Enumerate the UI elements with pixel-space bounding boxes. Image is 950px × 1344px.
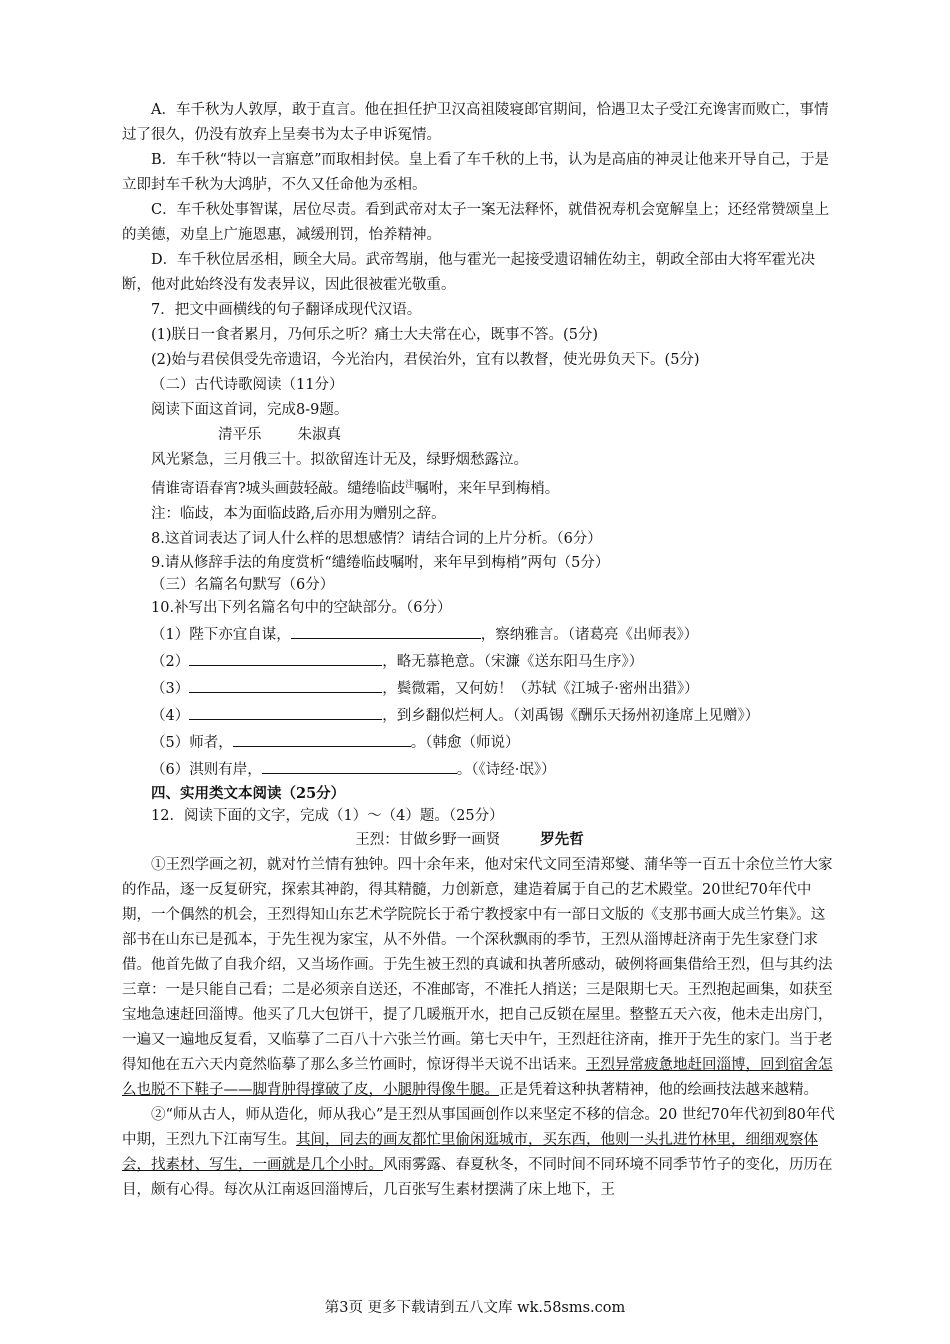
recitation-item-4 [122,702,837,729]
recitation-6-prefix: （6）淇则有岸， [151,761,262,778]
poem-line-2-part-a: 倩谁寄语春宵?城头画鼓轻敲。缱绻临歧 [151,480,406,497]
answer-blank-6[interactable] [262,756,457,774]
poem-title: 清平乐 [218,427,262,443]
paragraph-2-text: ②“师从古人，师从造化，师从我心”是王烈从事国画创作以来坚定不移的信念。20 世纪70年代初到80年代中期，王烈九下江南写生。 [122,1106,835,1148]
recitation-2-suffix: ，略无慕艳意。（宋濂《送东阳马生序》） [382,653,644,670]
recitation-4-prefix: （4） [151,707,190,724]
question-7: 7．把文中画横线的句子翻译成现代汉语。 [151,302,422,318]
section-heading-recitation: （三）名篇名句默写（6分） [151,576,335,593]
question-7-sentence-2: (2)始与君侯俱受先帝遗诏，今光治内，君侯治外，宜有以教督，使光毋负天下。(5分) [151,352,700,368]
article-paragraph-2 [122,1103,837,1203]
recitation-3-prefix: （3） [151,680,190,697]
answer-blank-4[interactable] [189,702,382,720]
page-content [122,98,837,1203]
question-7-sentence-1: (1)朕日一食者累月，乃何乐之听？痛士大夫常在心，既事不答。(5分) [151,327,599,343]
page-footer: 第3页 更多下载请到五八文库 wk.58sms.com [324,1300,626,1316]
question-10: 10.补写出下列名篇名句中的空缺部分。（6分） [151,599,452,616]
question-12: 12．阅读下面的文字，完成（1）～（4）题。（25分） [151,807,504,824]
recitation-5-prefix: （5）师者， [151,734,233,751]
option-a: A．车千秋为人敦厚，敢于直言。他在担任护卫汉高祖陵寝郎官期间，恰遇卫太子受江充谗害而败亡，事情过了很久，仍没有放弃上呈奏书为太子申诉冤情。 [122,102,829,143]
article-author: 罗先哲 [540,830,584,848]
section-heading-poetry: （二）古代诗歌阅读（11分） [151,377,344,393]
answer-blank-5[interactable] [233,729,411,747]
answer-blank-1[interactable] [291,621,481,639]
paragraph-1-tail: 正是凭着这种执著精神，他的绘画技法越来越精。 [499,1081,818,1098]
recitation-3-suffix: ，鬓微霜，又何妨！（苏轼《江城子·密州出猎》） [382,680,699,697]
recitation-item-3 [122,675,837,702]
recitation-5-suffix: 。（韩愈（师说） [410,734,520,751]
answer-blank-2[interactable] [189,648,382,666]
option-c: C．车千秋处事智谋，居位尽责。看到武帝对太子一案无法释怀，就借祝寿机会宽解皇上；还经常赞颂皇上的美德，劝皇上广施恩惠，减缓刑罚，怡养精神。 [122,202,830,243]
recitation-item-2 [122,648,837,675]
recitation-2-prefix: （2） [151,653,190,670]
recitation-item-5 [122,729,837,756]
poem-line-2 [122,473,837,502]
poem-note: 注：临歧，本为面临歧路,后亦用为赠别之辞。 [151,505,446,522]
article-title: 王烈：甘做乡野一画贤 [355,831,501,848]
poem-note-marker: 注 [405,480,415,490]
paragraph-2-tail: 风雨雾露、春夏秋冬，不同时间不同环境不同季节竹子的变化，历历在目，颇有心得。每次从江南返回淄博后，几百张写生素材摆满了床上地下，王 [122,1156,833,1198]
paragraph-1-text: ①王烈学画之初，就对竹兰情有独钟。四十余年来，他对宋代文同至清郑燮、蒲华等一百五十余位兰竹大家的作品，逐一反复研究，探索其神韵，得其精髓，力创新意，建造着属于自己的艺术殿堂。20世纪70年代中期，一个偶然的机会，王烈得知山东艺术学院院长于希宁教授家中有一部日文版的《支那书画大成兰竹集》。这部书在山东已是孤本，于先生视为家宝，从不外借。一个深秋飘雨的季节，王烈从淄博赶济南于先生家登门求借。他首先做了自我介绍，又当场作画。于先生被王烈的真诚和执著所感动，破例将画集借给王烈，但与其约法三章：一是只能自己看；二是必须亲自送还，不准邮寄，不准托人捎送；三是限期七天。王烈抱起画集，如获至宝地急速赶回淄博。他买了几大包饼干，提了几暖瓶开水，把自己反锁在屋里。整整五天六夜，他未走出房门，一遍又一遍地反复看，又临摹了二百八十六张兰竹画。第七天中午，王烈赶往济南，推开于先生的家门。当于老得知他在五六天内竟然临摹了那么多兰竹画时，惊讶得半天说不出话来。 [122,856,833,1073]
poem-line-1: 风光紧急，三月俄三十。拟欲留连计无及，绿野烟愁露泣。 [151,452,528,468]
article-title-line [122,827,837,853]
answer-blank-3[interactable] [189,675,382,693]
option-b: B．车千秋“特以一言寤意”而取相封侯。皇上看了车千秋的上书，认为是高庙的神灵让他来开导自己，于是立即封车千秋为大鸿胪，不久又任命他为丞相。 [122,152,829,193]
recitation-1-prefix: （1）陛下亦宜自谋， [151,626,291,643]
recitation-item-1 [122,621,837,648]
section-heading-practical-text: 四、实用类文本阅读（25分） [151,784,346,802]
paragraph-1-underlined: 王烈异常疲惫地赶回淄博，回到宿舍怎么也脱不下鞋子——脚背肿得撑破了皮，小腿肿得像牛腿。 [122,1056,833,1098]
poem-author: 朱淑真 [297,427,341,443]
poetry-instruction: 阅读下面这首词，完成8-9题。 [151,402,349,418]
paragraph-2-underlined: 其间，同去的画友都忙里偷闲逛城市，买东西，他则一头扎进竹林里，细细观察体会，找素材、写生，一画就是几个小时。 [122,1131,818,1173]
article-paragraph-1 [122,853,837,1103]
poem-title-line [122,423,837,448]
option-d: D．车千秋位居丞相，顾全大局。武帝驾崩，他与霍光一起接受遗诏辅佐幼主，朝政全部由大将军霍光决断，他对此始终没有发表异议，因此很被霍光敬重。 [122,252,816,293]
recitation-6-suffix: 。（《诗经·氓》） [456,761,556,778]
recitation-item-6 [122,756,837,783]
recitation-1-suffix: ，察纳雅言。（诸葛亮《出师表》） [480,626,699,643]
question-9: 9.请从修辞手法的角度赏析“缱绻临歧嘱咐，来年早到梅梢”两句（5分） [151,554,610,571]
poem-line-2-part-b: 嘱咐，来年早到梅梢。 [414,480,560,497]
question-8: 8.这首词表达了词人什么样的思想感情？请结合词的上片分析。（6分） [151,530,602,547]
recitation-4-suffix: ，到乡翻似烂柯人。（刘禹锡《酬乐天扬州初逢席上见赠》） [382,707,760,724]
